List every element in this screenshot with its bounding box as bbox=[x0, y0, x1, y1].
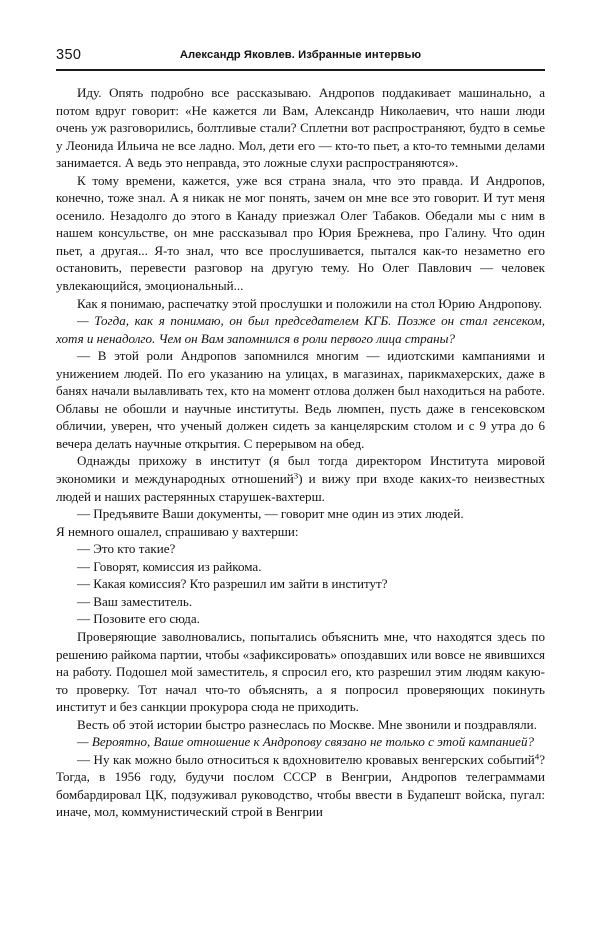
paragraph-text-before-footnote: — Ну как можно было относиться к вдохновителю кровавых венгерских событий bbox=[77, 751, 535, 767]
dialogue-line: — Предъявите Ваши документы, — говорит мне один из этих людей. bbox=[77, 506, 464, 522]
paragraph: Весть об этой истории быстро разнеслась по Москве. Мне звонили и поздравляли. bbox=[77, 716, 537, 732]
paragraph-text-after-footnote: ) и вижу при входе каких-то неизвестных людей и наших растерянных старушек-вахтерш. bbox=[56, 471, 545, 504]
running-head-title: Александр Яковлев. Избранные интервью bbox=[179, 49, 422, 61]
header-rule bbox=[56, 69, 545, 71]
footnote-reference-3[interactable]: 3 bbox=[293, 470, 299, 481]
paragraph-with-footnote bbox=[56, 751, 545, 821]
dialogue-line: — Какая комиссия? Кто разрешил им зайти в институт? bbox=[77, 576, 388, 592]
paragraph-text-before-footnote: Однажды прихожу в институт (я был тогда директором Института мировой экономики и международных отношений bbox=[56, 453, 545, 487]
paragraph-text-after-footnote: ? Тогда, в 1956 году, будучи послом СССР в Венгрии, Андропов телеграммами бомбардировал ЦК, подзуживал руководство, чтобы ввести в Будапешт войска, пугал: иначе, мол, коммунистический строй в Венгрии bbox=[56, 751, 545, 820]
paragraph: Проверяющие заволновались, попытались объяснить мне, что находятся здесь по решению райкома партии, чтобы «зафиксировать» опоздавших или вовсе не явившихся на работу. Подошел мой заместитель, я спросил его, кто разрешил этим людям какую-то проверку. Тот начал что-то объяснять, а я попросил проверяющих покинуть институт и без санкции прокурора сюда не приходить. bbox=[56, 628, 545, 715]
page-text-block bbox=[56, 84, 545, 821]
footnote-reference-4[interactable]: 4 bbox=[534, 751, 540, 762]
paragraph: Как я понимаю, распечатку этой прослушки и положили на стол Юрию Андропову. bbox=[77, 295, 543, 311]
paragraph: Иду. Опять подробно все рассказываю. Андропов поддакивает машинально, а потом вдруг говорит: «Не кажется ли Вам, Александр Николаевич, что наши люди очень уж разговорились, болтливые стали? Сплетни вот распространяют, будто в семье у Леонида Ильича не все ладно. Мол, дети его — кто-то пьет, а кто-то темными делами занимается. А ведь это неправда, это ложные слухи распространяются». bbox=[56, 85, 545, 171]
dialogue-line: — Позовите его сюда. bbox=[77, 611, 200, 627]
dialogue-line: — Говорят, комиссия из райкома. bbox=[77, 558, 262, 574]
dialogue-line: — Это кто такие? bbox=[77, 541, 176, 557]
paragraph-with-footnote bbox=[56, 452, 545, 505]
interview-answer: — В этой роли Андропов запомнился многим — идиотскими кампаниями и унижением людей. По его указанию на улицах, в магазинах, парикмахерских, даже в банях начали вылавливать тех, кто на момент отлова должен был находиться на работе. Облавы не обошли и научные институты. Ведь люмпен, пусть даже в генсековском обличии, уверен, что ученый должен сидеть за канцелярским столом и с 9 утра до 6 вечера делать научные открытия. С перерывом на обед. bbox=[56, 348, 545, 451]
paragraph: Я немного ошалел, спрашиваю у вахтерши: bbox=[56, 523, 299, 539]
running-head bbox=[56, 46, 545, 66]
interview-question: — Вероятно, Ваше отношение к Андропову связано не только с этой кампанией? bbox=[77, 734, 534, 750]
page-number: 350 bbox=[56, 47, 82, 63]
interview-question: — Тогда, как я понимаю, он был председателем КГБ. Позже он стал генсеком, хотя и ненадолго. Чем он Вам запомнился в роли первого лица страны? bbox=[56, 313, 545, 346]
dialogue-line: — Ваш заместитель. bbox=[77, 593, 193, 609]
paragraph: К тому времени, кажется, уже вся страна знала, что это правда. И Андропов, конечно, тоже знал. А я никак не мог понять, зачем он мне все это говорит. И тут меня осенило. Незадолго до этого в Канаду приезжал Олег Табаков. Обедали мы с ним в нашем консульстве, он мне рассказывал про Юрия Брежнева, про Галину. Что один пьет, а другая... Я-то знал, что все прослушивается, пытался как-то незаметно его остановить, перевести разговор на другую тему. Но Олег Павлович — человек увлекающийся, эмоциональный... bbox=[56, 172, 545, 294]
